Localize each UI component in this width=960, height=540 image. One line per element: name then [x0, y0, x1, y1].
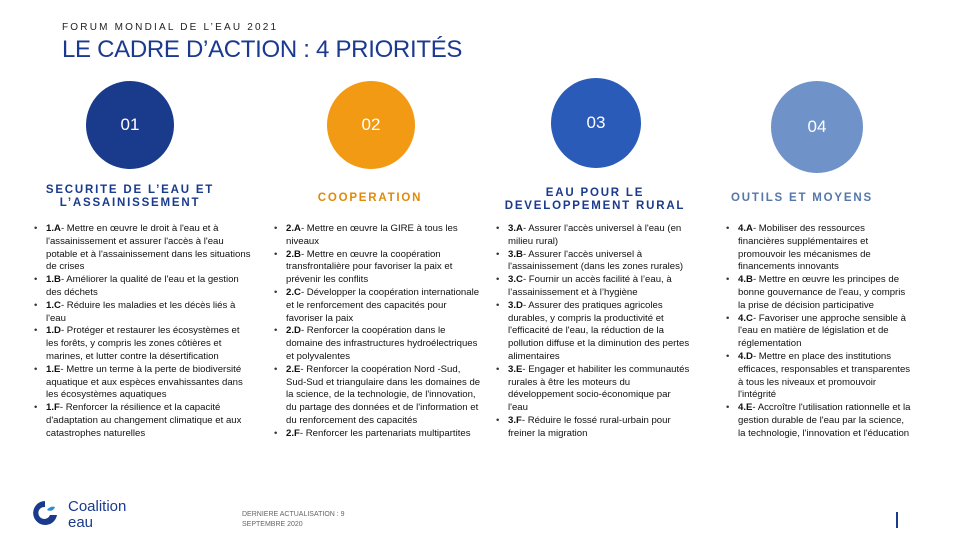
list-item	[30, 325, 252, 363]
list-item	[30, 364, 252, 402]
item-text: - Réduire le fossé rural-urbain pour freiner la migration	[508, 414, 671, 439]
item-text: - Mobiliser des ressources financières supplémentaires et promouvoir les mécanismes de financements innovants	[738, 223, 871, 273]
list-item	[492, 249, 692, 275]
logo-text-coalition: Coalition	[68, 498, 127, 515]
list-item	[492, 223, 692, 249]
item-code: 3.E	[508, 363, 523, 375]
priority-list-2	[270, 223, 482, 441]
logo-text-eau: eau	[68, 514, 94, 531]
item-text: - Assurer l'accès universel à l'eau (en milieu rural)	[508, 223, 682, 247]
item-code: 4.E	[738, 402, 753, 414]
priority-circle-02	[327, 81, 415, 169]
item-text: - Mettre en œuvre les principes de bonne gouvernance de l'eau, y compris la prise de décision participative	[738, 274, 906, 311]
item-text: - Mettre en œuvre la GIRE à tous les niveaux	[286, 223, 458, 247]
list-item	[492, 274, 692, 300]
priority-number: 03	[586, 113, 606, 132]
list-item	[270, 325, 482, 363]
item-text: - Assurer des pratiques agricoles durables, y compris la productivité et l'efficacité de l'eau, la réduction de la pollution diffuse et la diminution des pertes alimentaires	[508, 299, 690, 362]
item-code: 3.D	[508, 299, 523, 311]
page-title: LE CADRE D’ACTION : 4 PRIORITÉS	[62, 36, 463, 63]
priority-number: 04	[807, 117, 827, 136]
item-text: - Mettre en œuvre le droit à l'eau et à l'assainissement et assurer l'accès à l'eau potable et à l'assainissement dans les situations de crises	[46, 223, 251, 273]
item-code: 1.D	[46, 325, 61, 337]
item-text: - Assurer l'accès universel à l'assainissement (dans les zones rurales)	[508, 248, 684, 273]
list-item	[270, 249, 482, 287]
priority-number: 01	[120, 115, 140, 134]
item-code: 3.B	[508, 248, 523, 260]
item-text: - Accroître l'utilisation rationnelle et la gestion durable de l'eau par la science, la technologie, l'innovation et l'éducation	[738, 402, 911, 439]
list-item	[270, 287, 482, 325]
item-code: 3.C	[508, 274, 523, 286]
item-text: - Développer la coopération internationale et le renforcement des capacités pour favoriser la paix	[286, 286, 480, 324]
list-item	[722, 274, 912, 312]
list-item	[722, 402, 912, 440]
priority-heading-3: EAU POUR LE DEVELOPPEMENT RURAL	[504, 187, 686, 212]
item-code: 3.A	[508, 223, 523, 234]
item-text: - Renforcer la coopération dans le domaine des infrastructures hydroélectriques et polyvalentes	[286, 325, 478, 362]
list-item	[492, 415, 692, 441]
item-code: 1.E	[46, 363, 61, 375]
item-code: 4.B	[738, 274, 753, 286]
item-code: 2.B	[286, 248, 301, 260]
list-item	[722, 351, 912, 402]
list-item	[30, 402, 252, 440]
list-item	[270, 223, 482, 249]
list-item	[492, 364, 692, 415]
priority-circle-03	[551, 78, 641, 168]
item-text: - Protéger et restaurer les écosystèmes et les forêts, y compris les zones côtières et marines, et lutter contre la désertification	[46, 325, 240, 362]
priority-number: 02	[361, 115, 381, 134]
priority-list-1	[30, 223, 252, 441]
footer-line-2: SEPTEMBRE 2020	[242, 521, 303, 528]
item-code: 2.E	[286, 363, 301, 375]
item-code: 2.D	[286, 325, 301, 337]
priority-list-4	[722, 223, 912, 441]
item-text: - Renforcer les partenariats multipartites	[299, 427, 471, 439]
priority-circle-04	[771, 81, 863, 173]
item-text: - Engager et habiliter les communautés rurales à être les moteurs du développement socio-économique par l'eau	[508, 363, 690, 414]
list-item	[722, 313, 912, 351]
list-item	[492, 300, 692, 364]
priority-heading-1: SECURITE DE L’EAU ET L’ASSAINISSEMENT	[45, 184, 215, 209]
item-text: - Favoriser une approche sensible à l'eau en matière de législation et de réglementation	[738, 312, 906, 350]
footer-line-1: DERNIERE ACTUALISATION : 9	[242, 511, 345, 518]
item-code: 2.C	[286, 286, 301, 298]
priority-list-3	[492, 223, 692, 441]
item-code: 4.C	[738, 312, 753, 324]
item-code: 3.F	[508, 414, 522, 426]
item-code: 2.F	[286, 427, 300, 439]
list-item	[270, 364, 482, 428]
list-item	[30, 300, 252, 326]
coalition-eau-logo-icon	[30, 498, 60, 528]
list-item	[30, 223, 252, 274]
item-code: 4.D	[738, 350, 753, 362]
priority-circle-01	[86, 81, 174, 169]
item-code: 1.F	[46, 402, 60, 414]
forum-kicker: FORUM MONDIAL DE L’EAU 2021	[62, 22, 279, 33]
item-code: 1.A	[46, 223, 61, 234]
item-text: - Fournir un accès facilité à l’eau, à l’assainissement et à l’hygiène	[508, 274, 672, 298]
item-code: 2.A	[286, 223, 301, 234]
item-text: - Renforcer la coopération Nord -Sud, Sud-Sud et triangulaire dans les domaines de la science, de la technologie, de l'innovation, du partage des données et de l'information et du renforcement des capacités	[286, 363, 481, 426]
item-text: - Mettre un terme à la perte de biodiversité aquatique et aux espèces envahissantes dans les écosystèmes aquatiques	[46, 363, 243, 401]
item-text: - Mettre en place des institutions efficaces, responsables et transparentes à tous les niveaux et promouvoir l'intégrité	[738, 350, 911, 401]
list-item	[722, 223, 912, 274]
footer-update-note	[242, 510, 345, 530]
item-text: - Renforcer la résilience et la capacité d'adaptation au changement climatique et aux catastrophes naturelles	[46, 402, 242, 439]
item-text: - Améliorer la qualité de l'eau et la gestion des déchets	[46, 274, 239, 298]
item-code: 4.A	[738, 223, 753, 234]
list-item	[270, 428, 482, 441]
item-text: - Mettre en œuvre la coopération transfrontalière pour favoriser la paix et prévenir les conflits	[286, 248, 453, 286]
item-text: - Réduire les maladies et les décès liés à l'eau	[46, 299, 236, 324]
priority-heading-2: COOPERATION	[317, 192, 423, 204]
list-item	[30, 274, 252, 300]
item-code: 1.B	[46, 274, 61, 286]
coalition-eau-logo	[30, 496, 150, 532]
priority-heading-4: OUTILS ET MOYENS	[731, 192, 873, 204]
slide-marker	[896, 512, 898, 528]
item-code: 1.C	[46, 299, 61, 311]
